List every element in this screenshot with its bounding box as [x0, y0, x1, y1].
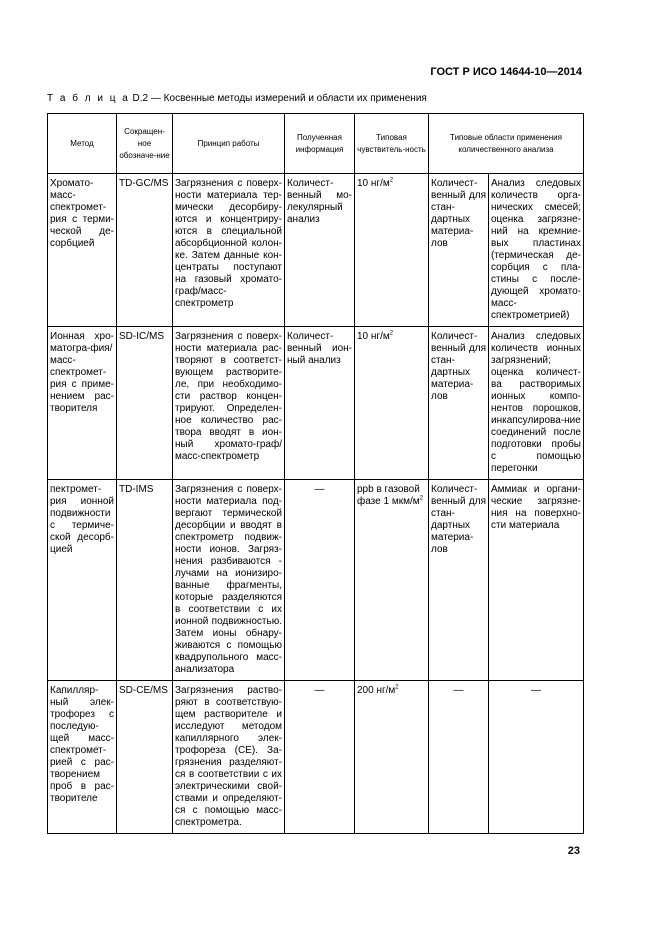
sensitivity-value: 200 нг/м: [357, 685, 396, 696]
cell-abbreviation: SD-IC/MS: [117, 327, 173, 480]
cell-application: —: [489, 681, 584, 834]
table-row: [48, 327, 584, 480]
cell-information: —: [285, 480, 355, 681]
cell-abbreviation: SD-CE/MS: [117, 681, 173, 834]
table-caption: [47, 93, 427, 104]
cell-information: Количест-венный ион-ный анализ: [285, 327, 355, 480]
cell-quantitative: Количест-венный для стан-дартных материа-лов: [429, 174, 489, 327]
cell-method: Капилляр-ный элек-трофорез с последую-щей масс-спектромет-рией с рас-творением проб в рас-творителе: [48, 681, 117, 834]
cell-method: Ионная хро-матогра-фия/масс-спектромет-рия с приме-нением рас-творителя: [48, 327, 117, 480]
table-caption-text: D.2 — Косвенные методы измерений и области их применения: [129, 93, 427, 104]
cell-abbreviation: TD-GC/MS: [117, 174, 173, 327]
cell-sensitivity: [355, 681, 429, 834]
col-header-method: Метод: [48, 114, 117, 174]
table-row: [48, 174, 584, 327]
page-number: 23: [567, 845, 580, 857]
sensitivity-exponent: 2: [419, 495, 423, 502]
sensitivity-value: ppb в газовой фазе 1 мкм/м: [357, 484, 420, 507]
sensitivity-exponent: 2: [395, 684, 399, 691]
cell-sensitivity: [355, 327, 429, 480]
cell-principle: Загрязнения с поверх-ности материала под-вергают термической десорбции и вводят в спектрометр подвиж-ности ионов. Загряз-нения разбиваются - лучами на ионизиро-ванные фрагменты, которые разделяются в соответствии с их ионной подвижностью. Затем ионы обнару-живаются с помощью квадрупольного масс-анализатора: [173, 480, 285, 681]
cell-principle: Загрязнения с поверх-ности материала рас-творяют в соответст-вующем растворите-ле, при необходимо-сти раствор концен-трируют. Определен-ное количество рас-твора вводят в ион-ный хромато-граф/масс-спектрометр: [173, 327, 285, 480]
cell-quantitative: Количест-венный для стан-дартных материа-лов: [429, 327, 489, 480]
table-row: [48, 480, 584, 681]
cell-abbreviation: TD-IMS: [117, 480, 173, 681]
cell-application: Анализ следовых количеств ионных загрязнений; оценка количест-ва растворимых ионных компо-нентов порошков, инкапсулирова-ние соединений после подготовки пробы с помощью перегонки: [489, 327, 584, 480]
methods-table: [47, 113, 584, 834]
col-header-principle: Принцип работы: [173, 114, 285, 174]
cell-principle: Загрязнения раство-ряют в соответствую-щем растворителе и исследуют методом капиллярного элек-трофореза (CE). За-грязнения разделяют-ся в соответствии с их электрическими свой-ствами и определяют-ся с помощью масс-спектрометра.: [173, 681, 285, 834]
col-header-sensitivity: Типовая чувствитель-ность: [355, 114, 429, 174]
sensitivity-exponent: 2: [389, 330, 394, 337]
col-header-abbreviation: Сокращен-ное обозначе-ние: [117, 114, 173, 174]
sensitivity-value: 10 нг/м: [357, 331, 390, 342]
cell-quantitative: Количест-венный для стан-дартных материа-лов: [429, 480, 489, 681]
cell-quantitative: —: [429, 681, 489, 834]
cell-sensitivity: [355, 174, 429, 327]
table-row: [48, 681, 584, 834]
col-header-applications: Типовые области применения количественного анализа: [429, 114, 584, 174]
cell-application: Аммиак и органи-ческие загрязне-ния на поверхно-сти материала: [489, 480, 584, 681]
cell-information: —: [285, 681, 355, 834]
cell-information: Количест-венный мо-лекулярный анализ: [285, 174, 355, 327]
cell-application: Анализ следовых количеств орга-нических смесей; оценка загрязне-ний на кремние-вых пластинах (термическая де-сорбция с пла-стины с после-дующей хромато-масс-спектрометрией): [489, 174, 584, 327]
table-caption-prefix: Т а б л и ц а: [47, 93, 130, 104]
sensitivity-value: 10 нг/м: [357, 178, 390, 189]
sensitivity-exponent: 2: [389, 177, 394, 184]
standard-header: ГОСТ Р ИСО 14644-10—2014: [430, 66, 582, 78]
cell-method: Хромато-масс-спектромет-рия с терми-ческой де-сорбцией: [48, 174, 117, 327]
cell-principle: Загрязнения с поверх-ности материала тер-мически десорбиру-ются и концентриру-ются в специальной абсорбционной колон-ке. Затем данные кон-центраты поступают на газовый хромато-граф/масс-спектрометр: [173, 174, 285, 327]
cell-sensitivity: [355, 480, 429, 681]
col-header-information: Полученная информация: [285, 114, 355, 174]
table-header-row: [48, 114, 584, 174]
cell-method: пектромет-рия ионной подвижности с термиче-ской десорб-цией: [48, 480, 117, 681]
